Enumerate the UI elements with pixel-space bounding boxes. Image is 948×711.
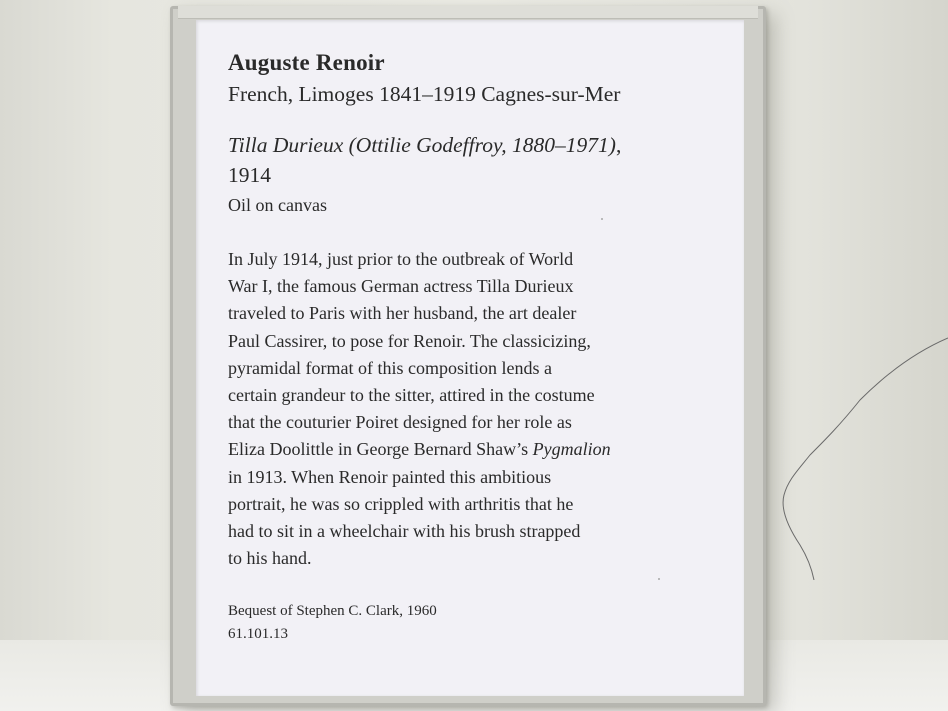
description-line-text: Eliza Doolittle in George Bernard Shaw’s <box>228 439 533 460</box>
frame-top-edge <box>178 6 758 19</box>
card-speck <box>658 578 660 580</box>
artwork-date: 1914 <box>228 163 271 187</box>
description-line: pyramidal format of this composition lends a <box>228 357 552 378</box>
description-line: Paul Cassirer, to pose for Renoir. The classicizing, <box>228 330 591 351</box>
description-line: War I, the famous German actress Tilla Durieux <box>228 276 574 297</box>
description-line: to his hand. <box>228 548 312 569</box>
description-line: that the couturier Poiret designed for her role as <box>228 412 572 433</box>
wall-crack-mark <box>770 330 948 580</box>
description-line: had to sit in a wheelchair with his brush strapped <box>228 520 581 541</box>
artwork-title-line <box>228 133 621 158</box>
description-line: In July 1914, just prior to the outbreak of World <box>228 249 574 269</box>
artist-name: Auguste Renoir <box>228 50 385 75</box>
description-line: traveled to Paris with her husband, the art dealer <box>228 303 577 324</box>
artwork-description <box>228 246 728 572</box>
artwork-medium: Oil on canvas <box>228 195 327 215</box>
artist-nationality: French, Limoges 1841–1919 Cagnes-sur-Mer <box>228 82 621 106</box>
card-speck <box>601 218 603 220</box>
description-line-with-work <box>228 436 728 463</box>
description-line: portrait, he was so crippled with arthritis that he <box>228 493 574 514</box>
accession-number: 61.101.13 <box>228 626 288 642</box>
description-line: certain grandeur to the sitter, attired in the costume <box>228 384 595 405</box>
artwork-title: Tilla Durieux (Ottilie Godeffroy, 1880–1971) <box>228 133 616 157</box>
description-line: in 1913. When Renoir painted this ambitious <box>228 466 552 487</box>
credit-line: Bequest of Stephen C. Clark, 1960 <box>228 603 437 619</box>
title-punctuation: , <box>615 133 622 157</box>
referenced-work-title: Pygmalion <box>532 439 611 460</box>
museum-label-card <box>196 20 744 696</box>
